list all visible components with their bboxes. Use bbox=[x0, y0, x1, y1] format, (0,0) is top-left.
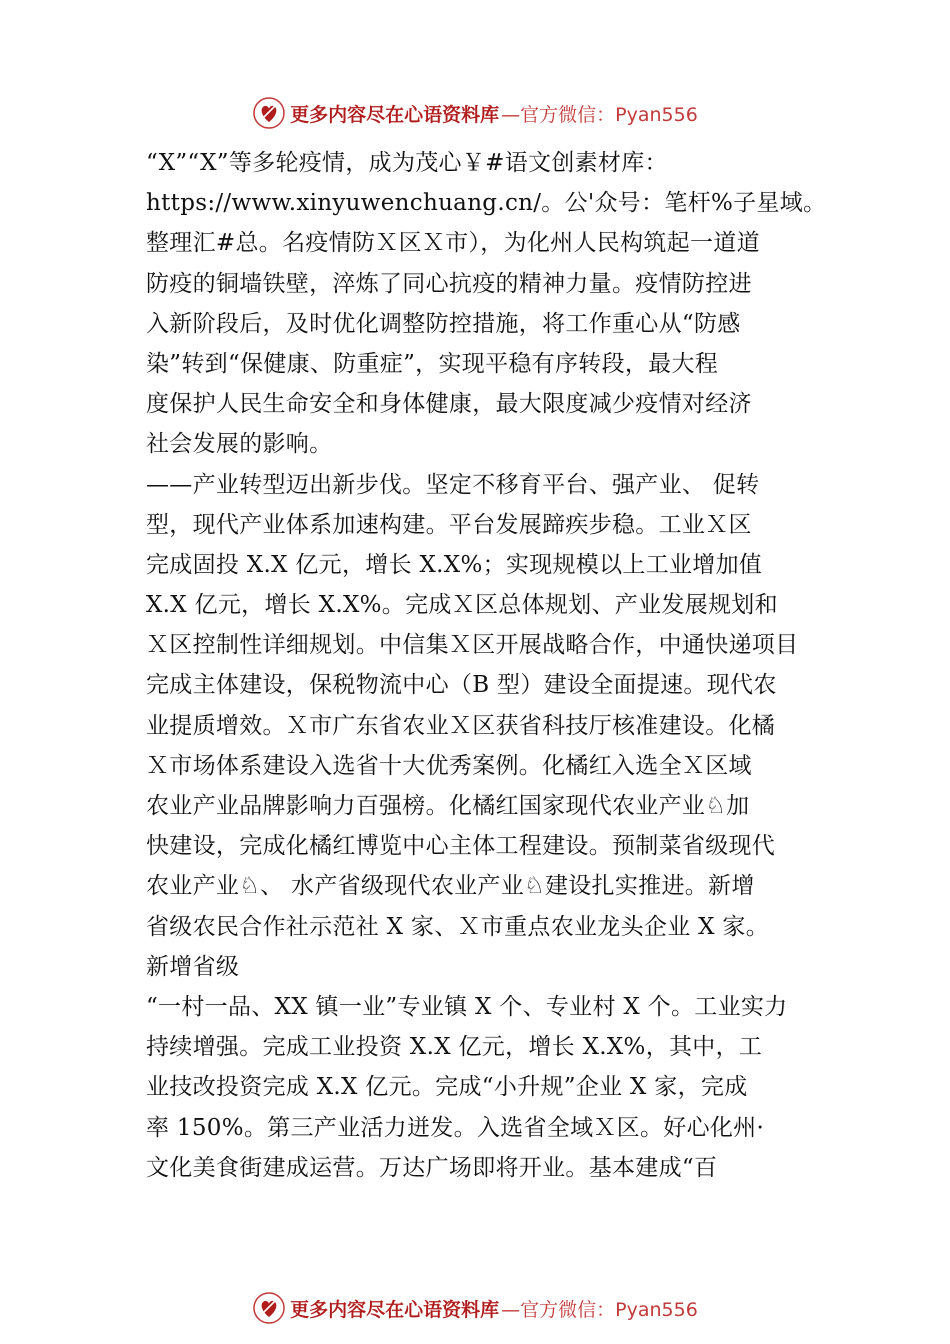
body-line: 防疫的铜墙铁壁，淬炼了同心抗疫的精神力量。疫情防控进 bbox=[146, 270, 752, 297]
body-line: X.X 亿元，增长 X.X%。完成Ｘ区总体规划、产业发展规划和 bbox=[146, 592, 778, 619]
body-line: 型，现代产业体系加速构建。平台发展蹄疾步稳。工业Ｘ区 bbox=[146, 511, 752, 538]
heart-logo-icon bbox=[252, 96, 286, 130]
body-line: https://www.xinyuwenchuang.cn/。公'众号：笔杆%子星域。 bbox=[146, 190, 827, 217]
body-line: 省级农民合作社示范社 X 家、Ｘ市重点农业龙头企业 X 家。 bbox=[146, 913, 769, 940]
body-line: Ｘ区控制性详细规划。中信集Ｘ区开展战略合作，中通快递项目 bbox=[146, 632, 799, 659]
body-line: 文化美食街建成运营。万达广场即将开业。基本建成“百 bbox=[146, 1154, 718, 1181]
body-line: 社会发展的影响。 bbox=[146, 431, 333, 458]
body-line: 农业产业品牌影响力百强榜。化橘红国家现代农业产业♘加 bbox=[146, 793, 750, 819]
banner-wechat-text: —官方微信：Pyan556 bbox=[501, 103, 698, 126]
document-body bbox=[146, 143, 836, 1188]
body-line: 染”转到“保健康、防重症”，实现平稳有序转段，最大程 bbox=[146, 350, 719, 377]
banner-main-text: 更多内容尽在心语资料库 bbox=[290, 103, 500, 126]
body-line: 新增省级 bbox=[146, 953, 240, 980]
body-line: 整理汇#总。名疫情防Ｘ区Ｘ市），为化州人民构筑起一道道 bbox=[146, 230, 760, 257]
banner-main-text: 更多内容尽在心语资料库 bbox=[290, 1298, 500, 1321]
body-line: 率 150%。第三产业活力迸发。入选省全域Ｘ区。好心化州· bbox=[146, 1114, 765, 1141]
header-banner bbox=[0, 93, 950, 133]
body-line: 完成固投 X.X 亿元，增长 X.X%；实现规模以上工业增加值 bbox=[146, 551, 763, 578]
body-line: Ｘ市场体系建设入选省十大优秀案例。化橘红入选全Ｘ区域 bbox=[146, 752, 752, 779]
body-line: 入新阶段后，及时优化调整防控措施，将工作重心从“防感 bbox=[146, 310, 741, 337]
body-line: 农业产业♘、 水产省级现代农业产业♘建设扎实推进。新增 bbox=[146, 873, 755, 900]
body-line: 业提质增效。Ｘ市广东省农业Ｘ区获省科技厅核准建设。化橘 bbox=[146, 712, 776, 739]
body-line: 持续增强。完成工业投资 X.X 亿元，增长 X.X%，其中，工 bbox=[146, 1034, 763, 1061]
body-line: 完成主体建设，保税物流中心（B 型）建设全面提速。现代农 bbox=[146, 672, 777, 699]
body-line: “X”“X”等多轮疫情，成为茂心￥#语文创素材库： bbox=[146, 150, 668, 176]
banner-wechat-text: —官方微信：Pyan556 bbox=[501, 1298, 698, 1321]
body-line: 度保护人民生命安全和身体健康，最大限度减少疫情对经济 bbox=[146, 391, 752, 418]
body-line: 快建设，完成化橘红博览中心主体工程建设。预制菜省级现代 bbox=[146, 833, 776, 860]
body-line: 业技改投资完成 X.X 亿元。完成“小升规”企业 X 家，完成 bbox=[146, 1074, 748, 1101]
body-line: “一村一品、XX 镇一业”专业镇 X 个、专业村 X 个。工业实力 bbox=[146, 993, 788, 1020]
body-line: ——产业转型迈出新步伐。坚定不移育平台、强产业、 促转 bbox=[146, 471, 760, 498]
footer-banner bbox=[0, 1288, 950, 1328]
heart-logo-icon bbox=[252, 1291, 286, 1325]
